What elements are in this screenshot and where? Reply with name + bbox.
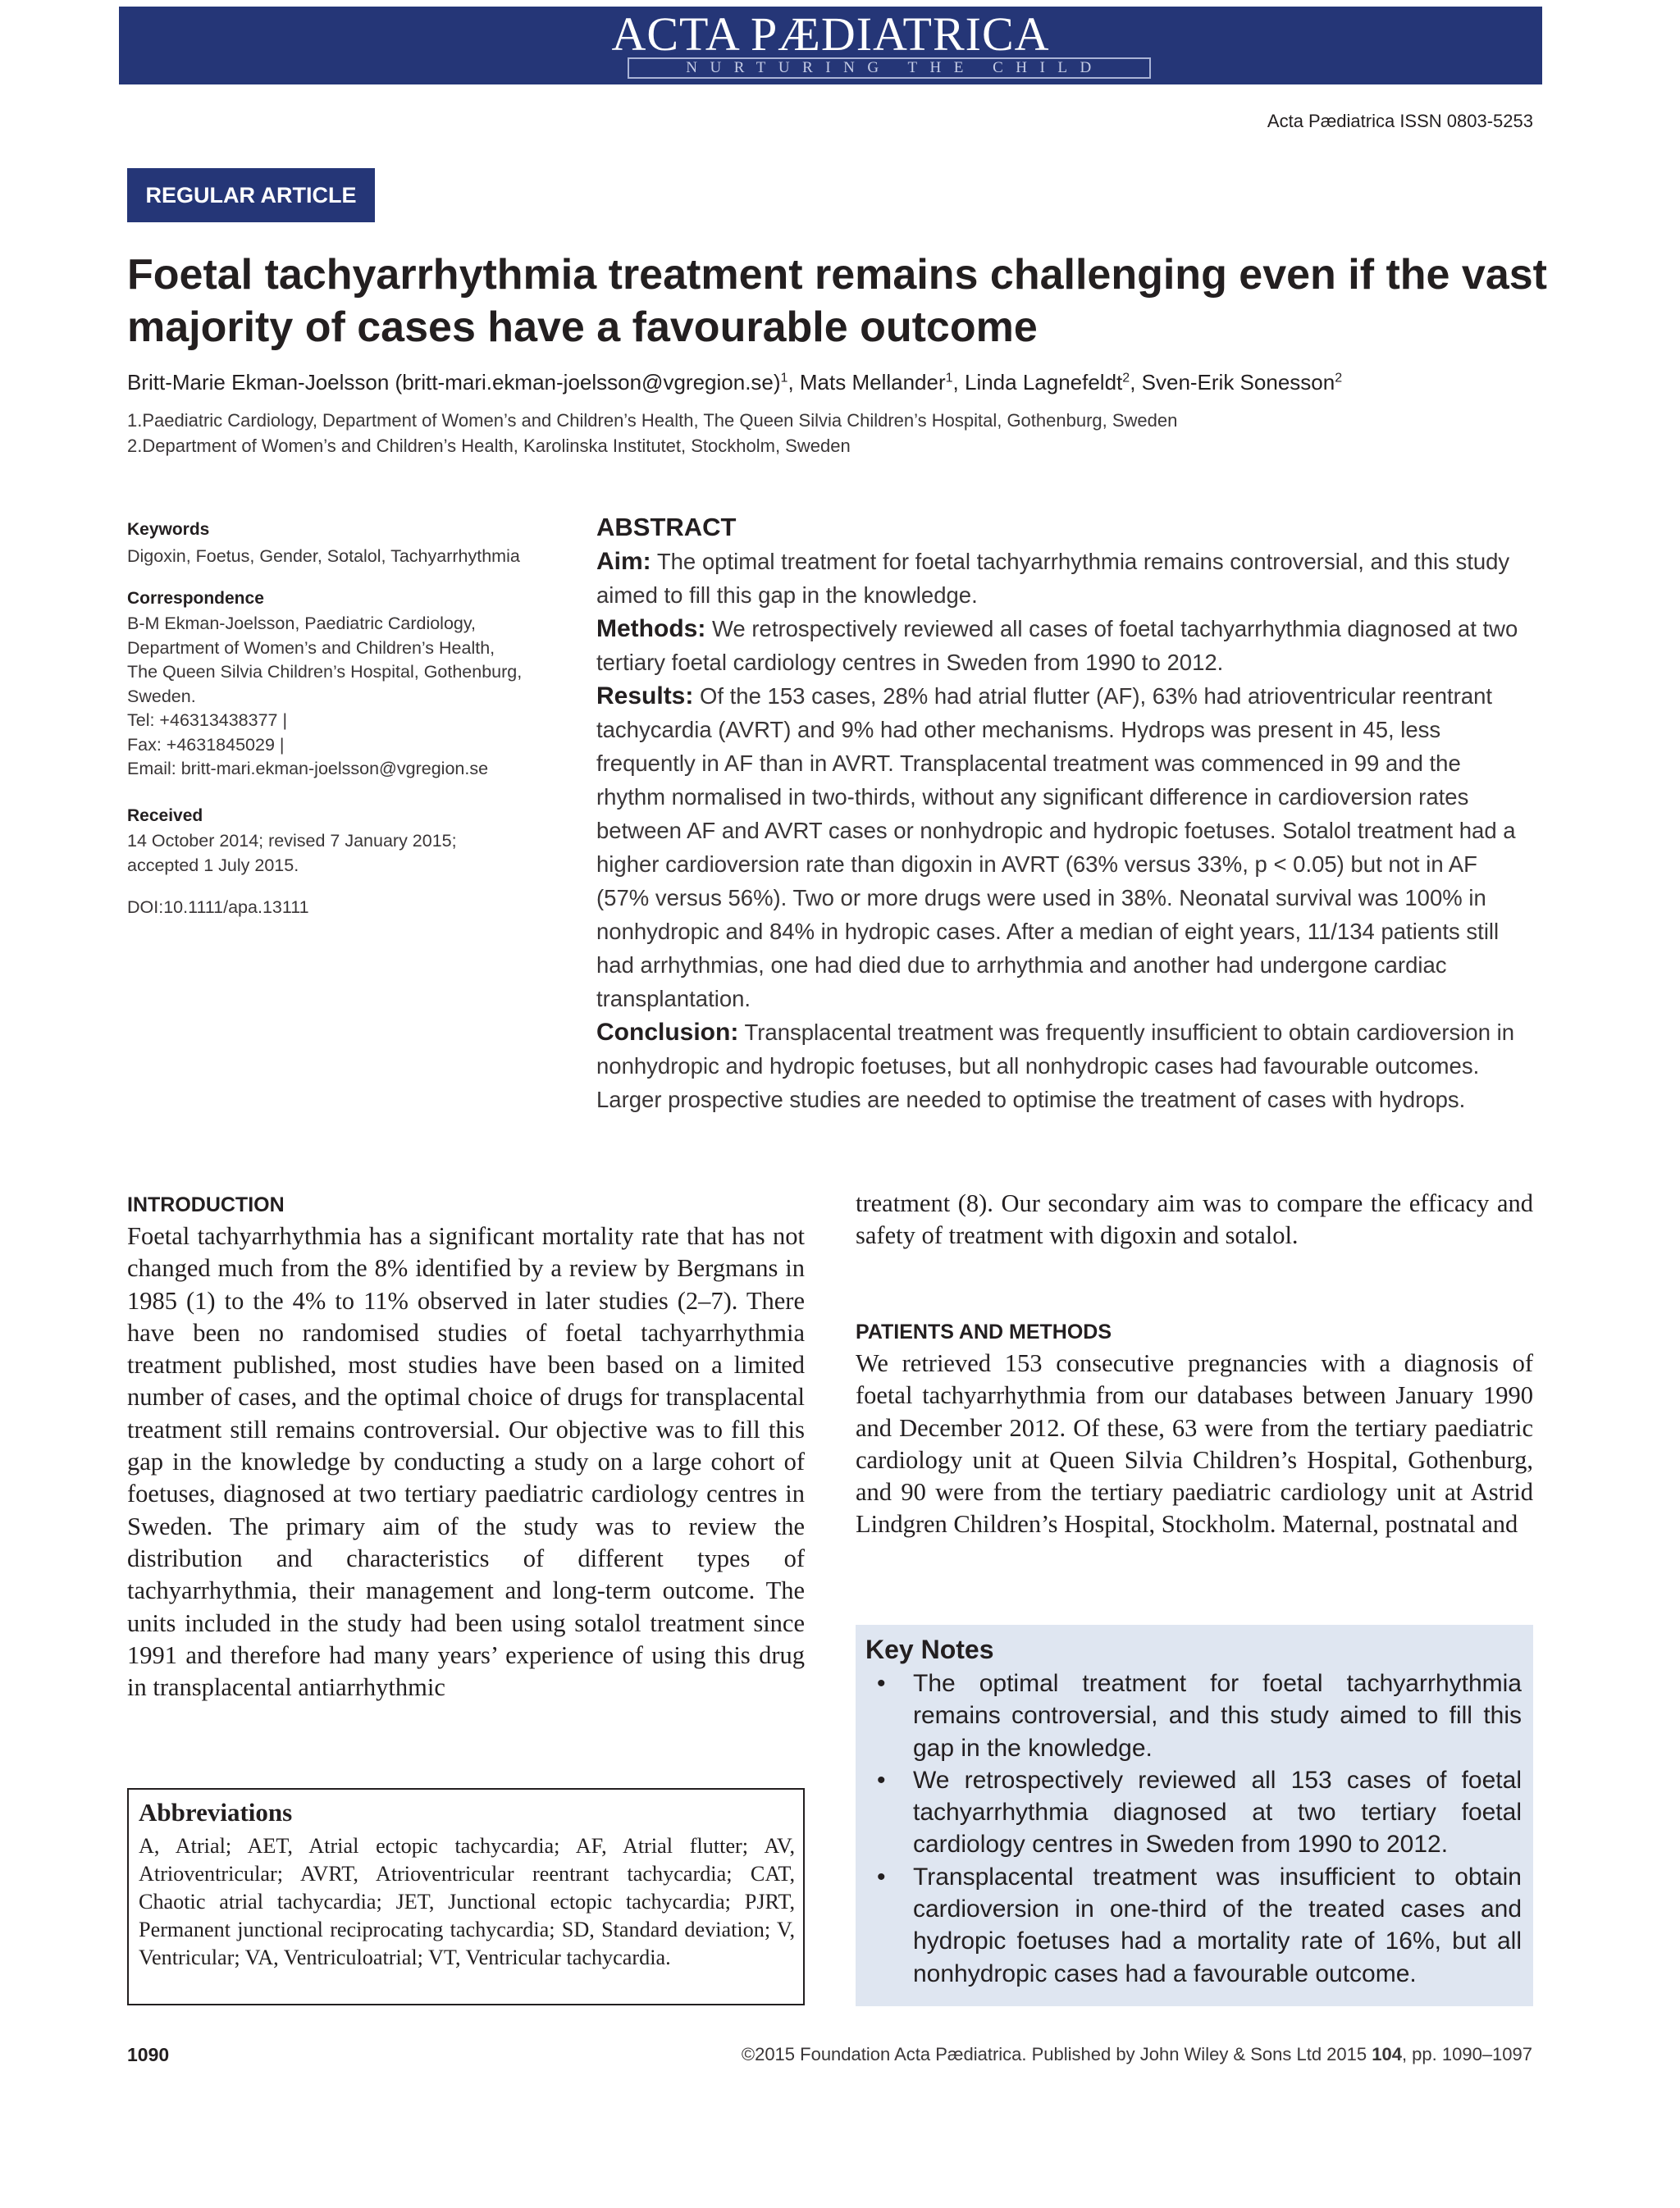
received-line: 14 October 2014; revised 7 January 2015; [127, 831, 457, 851]
patients-methods-text: We retrieved 153 consecutive pregnancies with a diagnosis of foetal tachyarrhythmia from our databases between January 1990 and December 2012. Of these, 63 were from the tertiary paediatric cardiology unit at Queen Silvia Children’s Hospital, Gothenburg, and 90 were from the tertiary paediatric cardiology unit at Astrid Lindgren Children’s Hospital, Stockholm. Maternal, postnatal and [856, 1349, 1533, 1539]
key-note-text: Transplacental treatment was insufficient to obtain cardioversion in one-third of the treated cases and hydropic foetuses had a mortality rate of 16%, but all nonhydropic cases had a favourable outcome. [913, 1863, 1522, 1987]
author-separator: , [788, 370, 800, 395]
journal-masthead [119, 7, 1542, 84]
received-line: accepted 1 July 2015. [127, 855, 299, 875]
volume-number: 104 [1372, 2044, 1402, 2064]
correspondence-heading: Correspondence [127, 589, 264, 608]
key-note-item [865, 1764, 1522, 1861]
author-separator: , [1130, 370, 1142, 395]
abbreviations-box [127, 1788, 805, 2005]
copyright-text: ©2015 Foundation Acta Pædiatrica. Published by John Wiley & Sons Ltd 2015 [741, 2044, 1367, 2064]
received-heading: Received [127, 806, 203, 825]
page-number: 1090 [127, 2044, 170, 2065]
author-name: Linda Lagnefeldt [964, 370, 1123, 395]
bullet-icon: • [877, 1766, 886, 1794]
author-affiliation-mark: 1 [780, 371, 788, 385]
abstract-aim-label: Aim: [596, 548, 651, 575]
author-affiliation-mark: 2 [1335, 371, 1343, 385]
journal-name: ACTA PÆDIATRICA [611, 7, 1050, 61]
introduction-heading: INTRODUCTION [127, 1193, 285, 1216]
author-name: Britt-Marie Ekman-Joelsson (britt-mari.ekman-joelsson@vgregion.se) [127, 370, 781, 395]
key-notes-list [865, 1667, 1522, 1990]
correspondence-fax: Fax: +4631845029 | [127, 734, 285, 755]
abstract-results-label: Results: [596, 682, 694, 709]
abstract-results-text: Of the 153 cases, 28% had atrial flutter (AF), 63% had atrioventricular reentrant tachycardia (AVRT) and 9% had other mechanisms. Hydrops was present in 45, less frequently in AF than in AVRT. Transplacental treatment was commenced in 99 and the rhythm normalised in two-thirds, without any significant difference in cardioversion rates between AF and AVRT cases or nonhydropic and hydropic foetuses. Sotalol treatment had a higher cardioversion rate than digoxin in AVRT (63% versus 33%, p < 0.05) but not in AF (57% versus 56%). Two or more drugs were used in 38%. Neonatal survival was 100% in nonhydropic and 84% in hydropic cases. After a median of eight years, 11/134 patients still had arrhythmias, one had died due to arrhythmia and another had undergone cardiac transplantation. [596, 683, 1516, 1011]
abstract-methods [596, 612, 1533, 679]
correspondence-block [127, 612, 554, 782]
abstract-heading: ABSTRACT [596, 513, 737, 541]
key-note-item [865, 1667, 1522, 1764]
abstract-conclusion [596, 1015, 1533, 1116]
author-list [127, 366, 1563, 399]
author-name: Mats Mellander [799, 370, 946, 395]
correspondence-line: Department of Women’s and Children’s Health, [127, 637, 495, 658]
patients-methods-heading: PATIENTS AND METHODS [856, 1321, 1112, 1344]
abbreviations-title: Abbreviations [139, 1798, 293, 1827]
introduction-text: Foetal tachyarrhythmia has a significant mortality rate that has not changed much from the 8% identified by a review by Bergmans in 1985 (1) to the 4% to 11% observed in later studies (2–7). There have been no randomised studies of foetal tachyarrhythmia treatment published, most studies have been based on a limited number of cases, and the optimal choice of drugs for transplacental treatment still remains controversial. Our objective was to fill this gap in the knowledge by conducting a study on a large cohort of foetuses, diagnosed at two tertiary paediatric cardiology centres in Sweden. The primary aim of the study was to review the distribution and characteristics of different types of tachyarrhythmia, their management and long-term outcome. The units included in the study had been using sotalol treatment since 1991 and therefore had many years’ experience of using this drug in transplacental antiarrhythmic [127, 1222, 805, 1702]
abstract-conclusion-text: Transplacental treatment was frequently insufficient to obtain cardioversion in nonhydropic and hydropic foetuses, but all nonhydropic cases had favourable outcomes. Larger prospective studies are needed to optimise the treatment of cases with hydrops. [596, 1020, 1515, 1112]
abstract-conclusion-label: Conclusion: [596, 1019, 739, 1046]
affiliation-1: 1.Paediatric Cardiology, Department of Women’s and Children’s Health, The Queen Silvia Children’s Hospital, Gothenburg, Sweden [127, 410, 1178, 431]
journal-tagline: NURTURING THE CHILD [628, 57, 1151, 79]
author-affiliation-mark: 2 [1122, 371, 1130, 385]
footer-copyright [742, 2042, 1532, 2067]
author-name: Sven-Erik Sonesson [1141, 370, 1335, 395]
key-notes-title: Key Notes [865, 1635, 994, 1664]
abstract-methods-label: Methods: [596, 615, 706, 642]
doi-link[interactable]: DOI:10.1111/apa.13111 [127, 897, 309, 917]
keywords-heading: Keywords [127, 520, 210, 539]
key-note-item [865, 1861, 1522, 1990]
affiliation-2: 2.Department of Women’s and Children’s Health, Karolinska Institutet, Stockholm, Sweden [127, 436, 851, 456]
correspondence-line: The Queen Silvia Children’s Hospital, Gothenburg, [127, 662, 523, 682]
author-separator: , [952, 370, 965, 395]
bullet-icon: • [877, 1863, 886, 1891]
keywords-text: Digoxin, Foetus, Gender, Sotalol, Tachyarrhythmia [127, 546, 520, 566]
abstract-methods-text: We retrospectively reviewed all cases of foetal tachyarrhythmia diagnosed at two tertiary foetal cardiology centres in Sweden from 1990 to 2012. [596, 616, 1518, 675]
article-type-badge: REGULAR ARTICLE [127, 168, 375, 222]
correspondence-email[interactable]: Email: britt-mari.ekman-joelsson@vgregion.se [127, 759, 489, 778]
key-note-text: We retrospectively reviewed all 153 cases of foetal tachyarrhythmia diagnosed at two tertiary foetal cardiology centres in Sweden from 1990 to 2012. [913, 1766, 1522, 1859]
received-dates [127, 829, 554, 878]
introduction-continuation: treatment (8). Our secondary aim was to compare the efficacy and safety of treatment with digoxin and sotalol. [856, 1189, 1533, 1250]
abstract-aim-text: The optimal treatment for foetal tachyarrhythmia remains controversial, and this study aimed to fill this gap in the knowledge. [596, 549, 1510, 608]
abstract-results [596, 679, 1533, 1015]
abbreviations-text: A, Atrial; AET, Atrial ectopic tachycardia; AF, Atrial flutter; AV, Atrioventricular; AVRT, Atrioventricular reentrant tachycardia; CAT, Chaotic atrial tachycardia; JET, Junctional ectopic tachycardia; PJRT, Permanent junctional reciprocating tachycardia; SD, Standard deviation; V, Ventricular; VA, Ventriculoatrial; VT, Ventricular tachycardia. [139, 1834, 795, 1969]
key-notes-box [856, 1625, 1533, 2006]
abstract-aim [596, 545, 1533, 612]
correspondence-line: B-M Ekman-Joelsson, Paediatric Cardiology, [127, 614, 476, 633]
abstract-body [596, 545, 1533, 1116]
article-title: Foetal tachyarrhythmia treatment remains challenging even if the vast majority of cases have a favourable outcome [127, 251, 1547, 351]
author-affiliation-mark: 1 [945, 371, 953, 385]
correspondence-tel: Tel: +46313438377 | [127, 710, 288, 730]
correspondence-line: Sweden. [127, 686, 196, 706]
issn-line: Acta Pædiatrica ISSN 0803-5253 [1267, 111, 1533, 131]
page-range: , pp. 1090–1097 [1401, 2044, 1532, 2064]
bullet-icon: • [877, 1670, 886, 1697]
key-note-text: The optimal treatment for foetal tachyarrhythmia remains controversial, and this study aimed to fill this gap in the knowledge. [913, 1670, 1522, 1762]
